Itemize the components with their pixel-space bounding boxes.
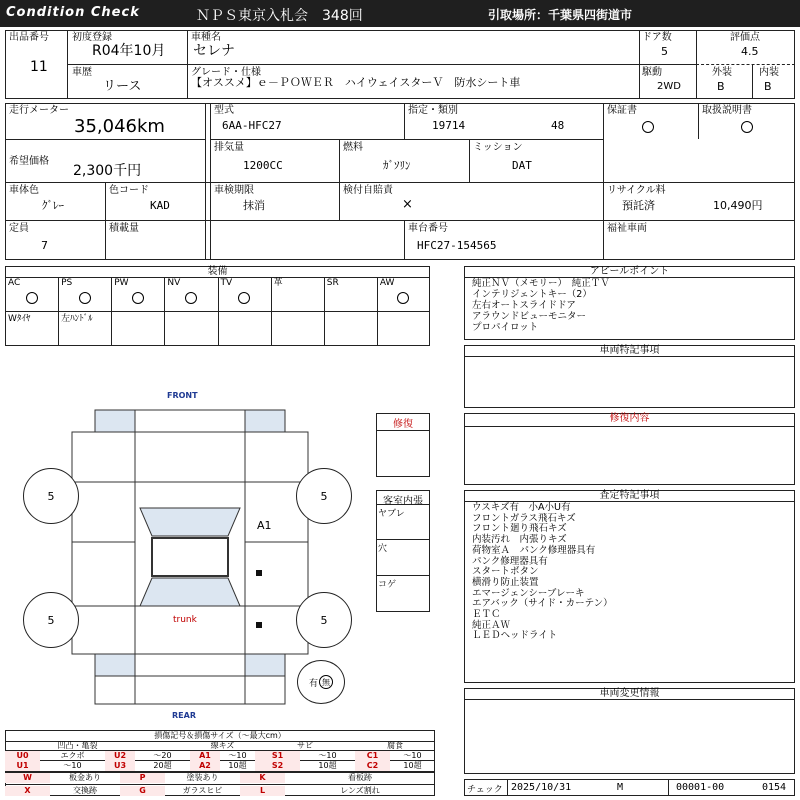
legend-item: レンズ割れ — [340, 786, 380, 795]
text-line: パンク修理器具有 — [472, 555, 548, 567]
model-type: 6AA-HFC27 — [222, 119, 282, 132]
odo-label: 走行メーター — [9, 105, 69, 116]
lot-label: 出品番号 — [9, 32, 49, 43]
legend-head-3: 腐食 — [387, 741, 403, 750]
legend-item: A1 — [190, 751, 220, 761]
chassis-label: 車台番号 — [408, 223, 448, 234]
inspection-label: 車検期限 — [214, 185, 254, 196]
legend-item: ガラスヒビ — [182, 786, 223, 795]
change-title: 車両変更情報 — [599, 688, 660, 699]
odometer: 35,046km — [74, 116, 165, 137]
score-label: 評価点 — [730, 32, 760, 43]
text-line: アラウンドビューモニター — [472, 311, 587, 322]
equip-key-4: TV — [220, 278, 233, 288]
repair-content-title: 修復内容 — [609, 413, 650, 424]
equip-key-2: PW — [114, 278, 129, 288]
recycle-status: 預託済 — [622, 199, 655, 212]
legend-item: 看板跡 — [348, 773, 372, 782]
color-label: 車体色 — [9, 185, 39, 196]
text-line: フロントガラス飛石キズ — [472, 512, 576, 524]
text-line: インテリジェントキー（2） — [472, 289, 592, 300]
interior-tear: ヤブレ — [378, 509, 405, 519]
text-line: 純正ＡＷ — [472, 619, 511, 631]
disp-label: 排気量 — [214, 142, 244, 153]
grade: 【オススメ】ｅ－ＰＯＷＥＲ ハイウェイスターＶ 防水シート車 — [191, 76, 521, 89]
legend-item: X — [5, 786, 50, 796]
price: 2,300千円 — [73, 163, 142, 179]
text-line: フロント廻り飛石キズ — [472, 523, 567, 535]
equip-mark-3 — [185, 292, 197, 304]
int: B — [764, 80, 772, 93]
equip-mark-1 — [79, 292, 91, 304]
legend-item: G — [120, 786, 165, 796]
trunk-label: trunk — [173, 615, 197, 625]
legend-item: ～10 — [403, 751, 422, 760]
legend-item: 10超 — [318, 761, 337, 770]
auction-title: ＮＰＳ東京入札会 348回 — [196, 8, 363, 24]
lot-number: 11 — [30, 59, 48, 75]
text-line: エマージェンシーブレーキ — [472, 587, 585, 599]
color: ｸﾞﾚｰ — [42, 199, 64, 212]
equip-extra-1: 左ﾊﾝﾄﾞﾙ — [61, 314, 93, 324]
change-panel — [464, 688, 795, 774]
check-label: チェック — [467, 785, 503, 795]
interior-hole: 穴 — [378, 544, 388, 554]
damage-a1: A1 — [257, 519, 272, 532]
text-line: ウスキズ有 小A小U有 — [472, 502, 571, 513]
ext-label: 外装 — [712, 67, 732, 78]
int-label: 内装 — [759, 67, 779, 78]
text-line: ＬＥＤヘッドライト — [472, 630, 558, 642]
legend-item: ～20 — [153, 751, 172, 760]
fuel: ｶﾞｿﾘﾝ — [383, 159, 411, 172]
legend-item: P — [120, 773, 165, 783]
equipment-title: 装備 — [207, 266, 228, 277]
text-line: 横滑り防止装置 — [472, 576, 539, 588]
capacity-label: 定員 — [9, 223, 29, 234]
legend-item: U2 — [105, 751, 135, 761]
legend-item: 20超 — [153, 761, 172, 770]
price-label: 希望価格 — [9, 156, 49, 167]
inspection: 抹消 — [243, 199, 265, 212]
legend-item: 交換跡 — [73, 786, 97, 795]
legend-item: 10超 — [403, 761, 422, 770]
text-line: プロパイロット — [472, 322, 539, 333]
legend-item: L — [240, 786, 285, 796]
legend-item: A2 — [190, 761, 220, 771]
legend-item: ～10 — [318, 751, 337, 760]
designation-label: 指定・類別 — [408, 105, 458, 116]
text-line: 左右オートスライドドア — [472, 300, 576, 311]
drive: 2WD — [657, 81, 681, 92]
pickup-location: 引取場所：千葉県四街道市 — [488, 8, 633, 22]
liability: × — [402, 197, 413, 212]
text-line: 内装汚れ 内張りキズ — [472, 534, 567, 546]
legend-item: S1 — [255, 751, 300, 761]
legend-item: S2 — [255, 761, 300, 771]
interior-title: 客室内張 — [383, 496, 423, 507]
manual-label: 取扱説明書 — [702, 105, 752, 116]
legend-item: U0 — [5, 751, 40, 761]
recycle-label: リサイクル料 — [607, 185, 666, 196]
model-name: セレナ — [193, 43, 235, 59]
equip-mark-2 — [132, 292, 144, 304]
spare-has: 有 — [308, 678, 318, 689]
tyre-rear-right: 5 — [296, 592, 352, 648]
equip-mark-0 — [26, 292, 38, 304]
front-label: FRONT — [167, 391, 198, 400]
score: 4.5 — [741, 45, 759, 58]
text-line: 純正ＮＶ（メモリー） 純正ＴＶ — [472, 278, 610, 289]
check-date: 2025/10/31 — [511, 782, 572, 793]
doors: 5 — [661, 45, 668, 58]
repair-title: 修復 — [393, 419, 413, 430]
text-line: ＥＴＣ — [472, 609, 501, 621]
legend-head-2: サビ — [297, 741, 313, 750]
legend-item: C2 — [355, 761, 390, 771]
legend-item: K — [240, 773, 285, 783]
type-label: 型式 — [214, 105, 234, 116]
legend-head-1: 線キズ — [210, 741, 235, 750]
equip-key-6: SR — [326, 278, 339, 288]
color-code: KAD — [150, 199, 170, 212]
legend-item: ～10 — [228, 751, 247, 760]
text-line: エアバック（サイド・カーテン） — [472, 598, 613, 610]
welfare-label: 福祉車両 — [607, 223, 647, 234]
fuel-label: 燃料 — [343, 142, 363, 153]
spare-none: 無 — [319, 675, 333, 689]
inspection-note-lines — [472, 503, 613, 642]
designation: 19714 — [432, 119, 466, 132]
recycle-fee: 10,490円 — [713, 199, 763, 212]
equip-key-0: AC — [8, 278, 21, 288]
footer-code: 00001-00 — [676, 782, 725, 793]
displacement: 1200CC — [243, 159, 283, 172]
history-label: 車歴 — [72, 67, 92, 78]
mission: DAT — [512, 159, 532, 172]
rear-label: REAR — [172, 711, 196, 720]
special-title: 車両特記事項 — [599, 345, 660, 356]
interior-burn: コゲ — [378, 580, 397, 590]
manual-mark — [741, 121, 753, 133]
tyre-rear-left: 5 — [23, 592, 79, 648]
grade-label: グレード・仕様 — [191, 67, 261, 78]
tyre-front-left: 5 — [23, 468, 79, 524]
color-code-label: 色コード — [109, 185, 149, 196]
warranty-mark — [642, 121, 654, 133]
legend-item: U1 — [5, 761, 40, 771]
legend-head-0: 凹凸・亀裂 — [57, 741, 98, 750]
chassis-number: HFC27-154565 — [417, 239, 497, 252]
text-line: スタートボタン — [472, 566, 539, 578]
legend-cell — [5, 784, 435, 785]
first-reg-label: 初度登録 — [72, 32, 112, 43]
legend-item: W — [5, 773, 50, 783]
inspection-notes-title: 査定特記事項 — [599, 490, 660, 501]
equip-key-5: 革 — [273, 278, 283, 288]
capacity: 7 — [41, 239, 48, 252]
legend-item: C1 — [355, 751, 390, 761]
appeal-lines — [472, 278, 610, 333]
model-name-label: 車種名 — [191, 32, 221, 43]
warranty-label: 保証書 — [607, 105, 637, 116]
mission-label: ミッション — [473, 142, 523, 153]
appeal-title: アピールポイント — [589, 266, 670, 277]
legend-item: エクボ — [60, 751, 85, 760]
legend-item: 板金あり — [69, 773, 101, 782]
brand-title: Condition Check — [6, 5, 140, 20]
legend-item: U3 — [105, 761, 135, 771]
doors-label: ドア数 — [642, 32, 672, 43]
first-reg: R04年10月 — [92, 43, 166, 59]
check-mark: M — [617, 782, 624, 793]
equip-mark-4 — [238, 292, 250, 304]
equip-key-1: PS — [61, 278, 73, 288]
equip-extra-0: Wﾀｲﾔ — [8, 314, 31, 324]
text-line: 荷物室Ａ パンク修理器具有 — [472, 544, 596, 556]
legend-item: 塗装あり — [186, 773, 219, 782]
ext: B — [717, 80, 725, 93]
category: 48 — [551, 119, 565, 132]
drive-label: 駆動 — [642, 67, 662, 78]
tyre-front-right: 5 — [296, 468, 352, 524]
legend-title: 損傷記号＆損傷サイズ（～最大cm） — [154, 731, 286, 740]
legend-item: 10超 — [228, 761, 247, 770]
spare-tyre — [297, 660, 345, 704]
equip-key-3: NV — [167, 278, 181, 288]
equip-key-7: AW — [379, 278, 395, 288]
load-label: 積載量 — [109, 223, 139, 234]
history: リース — [103, 79, 142, 94]
legend-item: ～10 — [63, 761, 82, 770]
footer-num: 0154 — [762, 782, 787, 793]
liability-label: 検付自賠責 — [343, 185, 393, 196]
